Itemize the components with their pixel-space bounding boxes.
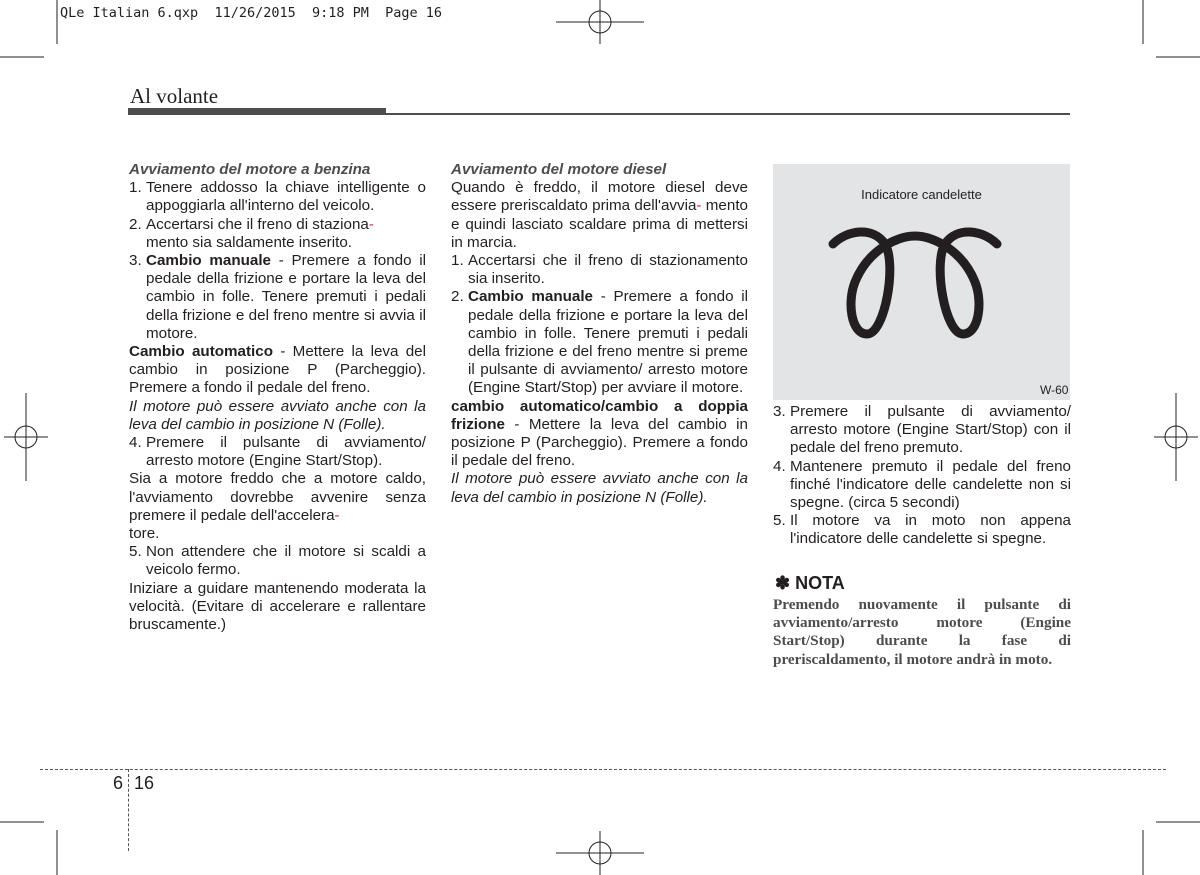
registration-mark-bottom-icon <box>556 831 644 875</box>
automatic-gearbox-label: Cambio automatico <box>129 343 274 361</box>
petrol-drive-paragraph: Iniziare a guidare mantenendo moderata la velocità. (Evitare di accelerare e rallentare bruscamente.) <box>129 579 426 634</box>
diesel-intro <box>451 179 748 252</box>
manual-gearbox-label: Cambio manuale <box>468 288 594 306</box>
step-number: 1. <box>129 179 142 197</box>
step-number: 5. <box>129 543 142 561</box>
figure-code: W-60 <box>1040 383 1069 397</box>
step-text <box>468 288 748 397</box>
print-header-page: Page 16 <box>385 5 443 21</box>
petrol-step-3 <box>129 252 426 343</box>
print-header-time: 9:18 PM <box>311 5 369 21</box>
paragraph-text: Sia a motore freddo che a motore caldo, l'avviamento dovrebbe avvenire senza premere il pedale dell'accelera <box>129 470 426 524</box>
diesel-step-4 <box>773 458 1071 513</box>
step-text-part: - Premere a fondo il pedale della frizione e portare la leva del cambio in folle. Tenere premuti i pedali della frizione e del freno mentre si avvia il motore. <box>146 252 427 342</box>
step-number: 1. <box>451 252 464 270</box>
chapter-number: 6 <box>113 773 124 793</box>
petrol-step-2 <box>129 216 426 252</box>
registration-mark-right-icon <box>1154 393 1198 481</box>
section-title: Al volante <box>130 84 219 108</box>
step-text: Mantenere premuto il pedale del freno finché l'indicatore delle candelette non si spegne. (circa 5 secondi) <box>790 457 1071 512</box>
page-number: 16 <box>134 773 155 793</box>
print-header-file: QLe Italian 6.qxp <box>60 5 199 21</box>
hyphen-mark: - <box>334 506 340 524</box>
step-number: 4. <box>773 457 786 475</box>
petrol-neutral-note: Il motore può essere avviato anche con la leva del cambio in posizione N (Folle). <box>129 397 426 433</box>
column-diesel-continued <box>773 403 1071 549</box>
glow-plug-indicator-icon <box>825 222 1005 342</box>
automatic-dual-clutch-label: cambio automatico/cambio a doppia frizione <box>451 397 748 433</box>
step-number: 5. <box>773 512 786 530</box>
nota-title: ✽ NOTA <box>775 573 845 593</box>
step-text <box>146 252 426 343</box>
petrol-step-4 <box>129 434 426 470</box>
paragraph-text: - Mettere la leva del cambio in posizione P (Parcheggio). Premere a fondo il pedale del freno. <box>451 415 748 470</box>
manual-gearbox-label: Cambio manuale <box>146 252 272 270</box>
diesel-automatic-paragraph <box>451 398 748 471</box>
step-text: Il motore va in moto non appena l'indicatore delle candelette si spegne. <box>790 512 1071 548</box>
step-text-part: mento sia saldamente inserito. <box>146 233 352 251</box>
paragraph-text: mento e quindi lasciato scaldare prima di mettersi in marcia. <box>451 197 748 251</box>
petrol-automatic-paragraph <box>129 343 426 398</box>
diesel-step-3 <box>773 403 1071 458</box>
petrol-step-1 <box>129 179 426 215</box>
step-text-part: Accertarsi che il freno di staziona <box>146 215 369 233</box>
diesel-step-5 <box>773 512 1071 548</box>
diesel-neutral-note: Il motore può essere avviato anche con la leva del cambio in posizione N (Folle). <box>451 470 748 506</box>
step-text <box>146 216 426 252</box>
column-petrol-start <box>129 161 426 634</box>
column-diesel-start <box>451 161 748 507</box>
diesel-step-1 <box>451 252 748 288</box>
step-number: 4. <box>129 434 142 452</box>
footer-divider <box>128 769 129 851</box>
step-text-part: - Premere a fondo il pedale della frizione e portare la leva del cambio in folle. Tenere premuti i pedali della frizione e del freno mentre si preme il pulsante di avviamento/ arresto motore (Engine Start/Stop) per avviare il motore. <box>468 288 749 397</box>
diesel-heading: Avviamento del motore diesel <box>451 161 667 178</box>
step-text: Accertarsi che il freno di stazionamento sia inserito. <box>468 252 748 288</box>
step-number: 2. <box>451 288 464 306</box>
petrol-step-5 <box>129 543 426 579</box>
step-text: Non attendere che il motore si scaldi a veicolo fermo. <box>146 543 426 579</box>
step-number: 3. <box>129 252 142 270</box>
section-title-rule <box>386 113 1070 115</box>
hyphen-mark: - <box>368 215 374 233</box>
step-number: 2. <box>129 215 142 233</box>
step-text: Tenere addosso la chiave intelligente o appoggiarla all'interno del veicolo. <box>146 179 426 215</box>
step-text: Premere il pulsante di avviamento/ arresto motore (Engine Start/Stop). <box>146 434 426 470</box>
diesel-step-2 <box>451 288 748 397</box>
step-text: Premere il pulsante di avviamento/ arresto motore (Engine Start/Stop) con il pedale del freno premuto. <box>790 403 1071 457</box>
registration-mark-top-icon <box>556 0 644 44</box>
footer-rule <box>40 769 1166 770</box>
print-header-date: 11/26/2015 <box>214 5 296 21</box>
step-number: 3. <box>773 403 786 420</box>
paragraph-text: - Mettere la leva del cambio in posizione P (Parcheggio). Premere a fondo il pedale del freno. <box>129 343 426 397</box>
petrol-heading: Avviamento del motore a benzina <box>129 161 371 178</box>
hyphen-mark: - <box>696 197 702 215</box>
section-title-bar <box>128 108 386 115</box>
figure-caption: Indicatore candelette <box>861 187 982 202</box>
paragraph-text: tore. <box>129 525 160 543</box>
registration-mark-left-icon <box>4 393 48 481</box>
petrol-cold-warm-paragraph <box>129 470 426 543</box>
nota-body: Premendo nuovamente il pulsante di avviamento/arresto motore (Engine Start/Stop) durante la fase di preriscaldamento, il motore andrà in moto. <box>773 596 1071 668</box>
paragraph-text: Quando è freddo, il motore diesel deve essere preriscaldato prima dell'avvia <box>451 179 748 215</box>
